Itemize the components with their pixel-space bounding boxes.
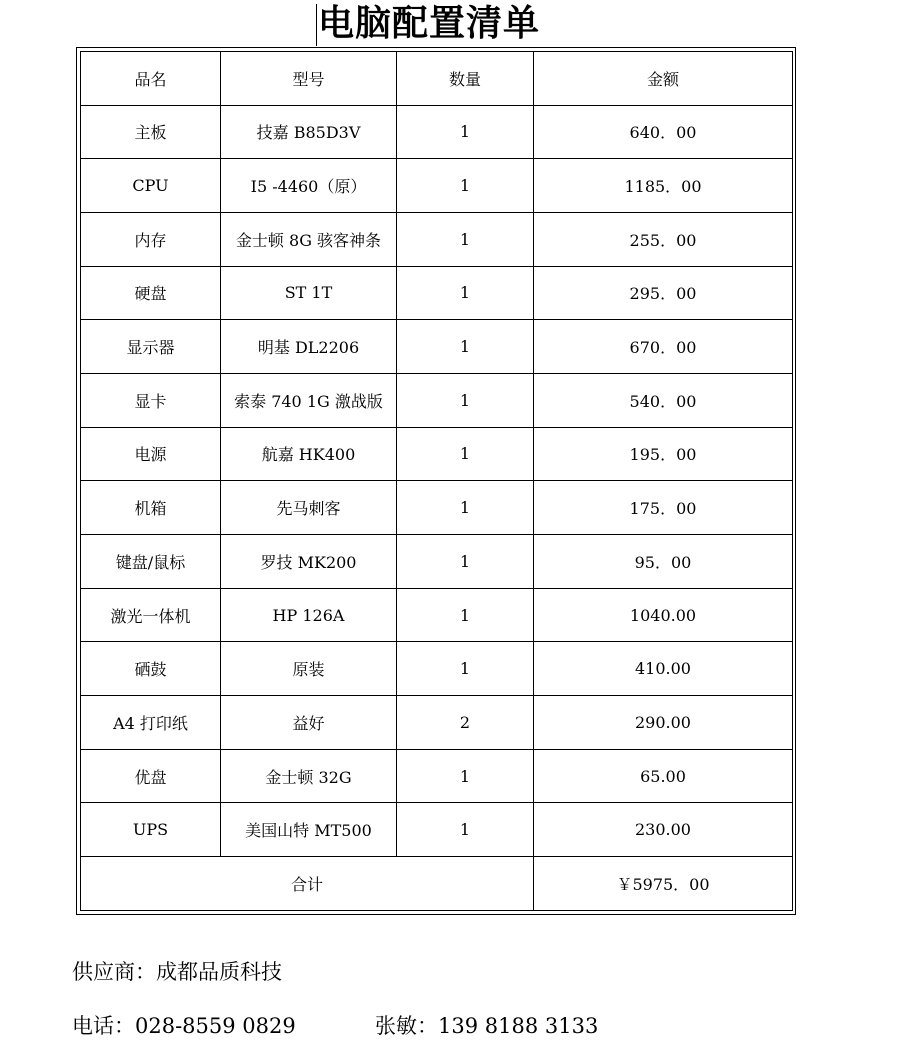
- config-table-frame: [76, 47, 796, 915]
- table-row: [81, 212, 793, 266]
- supplier-line: 供应商：成都品质科技: [72, 960, 282, 984]
- header-model: 型号: [221, 52, 397, 106]
- cell-name: 优盘: [81, 749, 221, 803]
- document-title: 电脑配置清单: [318, 3, 541, 44]
- total-label: 合计: [81, 857, 534, 911]
- cell-model: ST 1T: [221, 266, 397, 320]
- cell-model: HP 126A: [221, 588, 397, 642]
- table-row: [81, 535, 793, 589]
- table-row: [81, 266, 793, 320]
- cell-name: 显示器: [81, 320, 221, 374]
- table-row: [81, 696, 793, 750]
- cell-model: 技嘉 B85D3V: [221, 105, 397, 159]
- cell-amount: 640．00: [534, 105, 793, 159]
- cell-amount: 1185．00: [534, 159, 793, 213]
- cell-model: I5 -4460（原）: [221, 159, 397, 213]
- cell-name: 显卡: [81, 373, 221, 427]
- cell-amount: 195．00: [534, 427, 793, 481]
- phone-line: 电话：028-8559 0829: [72, 1014, 296, 1038]
- cell-model: 原装: [221, 642, 397, 696]
- cell-amount: 95．00: [534, 535, 793, 589]
- table-row: [81, 588, 793, 642]
- cell-model: 索泰 740 1G 激战版: [221, 373, 397, 427]
- header-amount: 金额: [534, 52, 793, 106]
- cell-model: 航嘉 HK400: [221, 427, 397, 481]
- cell-qty: 2: [397, 696, 534, 750]
- cell-model: 金士顿 8G 骇客神条: [221, 212, 397, 266]
- contact-line: 张敏：139 8188 3133: [375, 1014, 599, 1038]
- cell-qty: 1: [397, 427, 534, 481]
- cell-name: 内存: [81, 212, 221, 266]
- cell-qty: 1: [397, 803, 534, 857]
- total-amount: ￥5975．00: [534, 857, 793, 911]
- cell-model: 美国山特 MT500: [221, 803, 397, 857]
- cell-qty: 1: [397, 105, 534, 159]
- header-qty: 数量: [397, 52, 534, 106]
- cell-qty: 1: [397, 373, 534, 427]
- table-header-row: [81, 52, 793, 106]
- total-row: [81, 857, 793, 911]
- cell-amount: 65.00: [534, 749, 793, 803]
- table-row: [81, 803, 793, 857]
- cell-amount: 540．00: [534, 373, 793, 427]
- cell-model: 罗技 MK200: [221, 535, 397, 589]
- header-name: 品名: [81, 52, 221, 106]
- cell-name: 键盘/鼠标: [81, 535, 221, 589]
- cell-qty: 1: [397, 320, 534, 374]
- text-cursor: [316, 4, 317, 46]
- cell-name: UPS: [81, 803, 221, 857]
- cell-model: 先马刺客: [221, 481, 397, 535]
- cell-qty: 1: [397, 749, 534, 803]
- cell-amount: 230.00: [534, 803, 793, 857]
- cell-qty: 1: [397, 212, 534, 266]
- table-row: [81, 373, 793, 427]
- cell-qty: 1: [397, 266, 534, 320]
- cell-name: 电源: [81, 427, 221, 481]
- cell-name: 机箱: [81, 481, 221, 535]
- cell-model: 明基 DL2206: [221, 320, 397, 374]
- cell-amount: 1040.00: [534, 588, 793, 642]
- cell-name: A4 打印纸: [81, 696, 221, 750]
- cell-qty: 1: [397, 481, 534, 535]
- table-row: [81, 320, 793, 374]
- table-row: [81, 105, 793, 159]
- table-row: [81, 749, 793, 803]
- table-row: [81, 427, 793, 481]
- cell-amount: 295．00: [534, 266, 793, 320]
- cell-name: 硬盘: [81, 266, 221, 320]
- cell-model: 金士顿 32G: [221, 749, 397, 803]
- cell-amount: 175．00: [534, 481, 793, 535]
- cell-name: 激光一体机: [81, 588, 221, 642]
- cell-name: 硒鼓: [81, 642, 221, 696]
- config-table: [80, 51, 793, 911]
- cell-amount: 670．00: [534, 320, 793, 374]
- table-row: [81, 642, 793, 696]
- table-row: [81, 481, 793, 535]
- cell-qty: 1: [397, 159, 534, 213]
- cell-name: CPU: [81, 159, 221, 213]
- cell-amount: 410.00: [534, 642, 793, 696]
- cell-qty: 1: [397, 642, 534, 696]
- cell-model: 益好: [221, 696, 397, 750]
- cell-amount: 255．00: [534, 212, 793, 266]
- cell-amount: 290.00: [534, 696, 793, 750]
- table-row: [81, 159, 793, 213]
- cell-qty: 1: [397, 588, 534, 642]
- cell-qty: 1: [397, 535, 534, 589]
- cell-name: 主板: [81, 105, 221, 159]
